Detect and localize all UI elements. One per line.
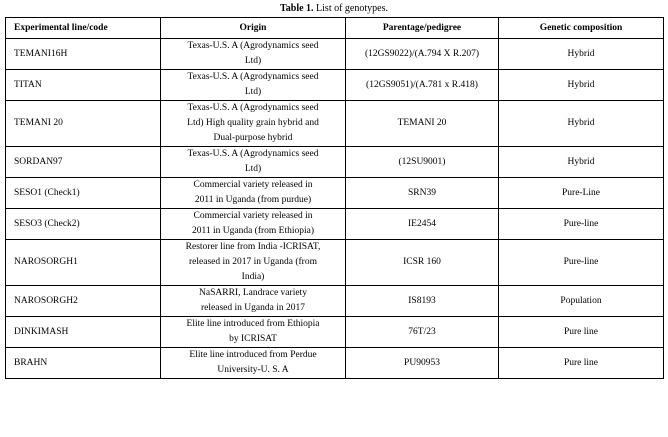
cell-origin-line: Elite line introduced from Ethiopia (186, 319, 320, 329)
table-row (6, 178, 664, 209)
cell-genetic-composition: Pure line (499, 317, 664, 348)
cell-origin (161, 178, 346, 209)
header-experimental-line: Experimental line/code (6, 18, 161, 39)
table-caption-label: Table 1. (280, 3, 314, 14)
genotypes-table (5, 17, 664, 379)
cell-experimental-line: SESO3 (Check2) (6, 209, 161, 240)
cell-genetic-composition: Pure-Line (499, 178, 664, 209)
cell-genetic-composition: Hybrid (499, 39, 664, 70)
cell-origin (161, 317, 346, 348)
cell-genetic-composition: Hybrid (499, 70, 664, 101)
cell-parentage-pedigree: TEMANI 20 (346, 101, 499, 147)
cell-origin (161, 101, 346, 147)
cell-origin-line: Commercial variety released in (193, 180, 313, 190)
cell-origin (161, 70, 346, 101)
cell-genetic-composition: Pure line (499, 348, 664, 379)
cell-origin (161, 286, 346, 317)
cell-parentage-pedigree: (12SU9001) (346, 147, 499, 178)
table-row (6, 147, 664, 178)
header-genetic-composition: Genetic composition (499, 18, 664, 39)
cell-origin-line: Ltd) High quality grain hybrid and (187, 118, 319, 128)
cell-origin (161, 209, 346, 240)
cell-origin-line: Restorer line from India -ICRISAT, (185, 242, 321, 252)
table-row (6, 101, 664, 147)
cell-origin-line: NaSARRI, Landrace variety (199, 288, 307, 298)
cell-origin-line: India) (241, 272, 265, 282)
header-origin: Origin (161, 18, 346, 39)
cell-origin-line: Texas-U.S. A (Agrodynamics seed (187, 149, 319, 159)
table-caption-text: List of genotypes. (313, 3, 388, 14)
cell-experimental-line: TITAN (6, 70, 161, 101)
cell-origin-line: Dual-purpose hybrid (213, 133, 293, 143)
cell-experimental-line: SESO1 (Check1) (6, 178, 161, 209)
header-parentage-pedigree: Parentage/pedigree (346, 18, 499, 39)
cell-origin (161, 348, 346, 379)
cell-genetic-composition: Pure-line (499, 240, 664, 286)
cell-origin-line: by ICRISAT (229, 334, 277, 344)
cell-origin-line: released in 2017 in Uganda (from (189, 257, 317, 267)
cell-parentage-pedigree: IE2454 (346, 209, 499, 240)
table-caption (0, 0, 668, 17)
cell-origin-line: Elite line introduced from Perdue (189, 350, 317, 360)
table-row (6, 70, 664, 101)
cell-origin-line: 2011 in Uganda (from purdue) (194, 195, 312, 205)
cell-genetic-composition: Hybrid (499, 101, 664, 147)
cell-origin-line: Texas-U.S. A (Agrodynamics seed (187, 103, 319, 113)
cell-origin-line: Ltd) (244, 164, 262, 174)
cell-experimental-line: NAROSORGH2 (6, 286, 161, 317)
cell-genetic-composition: Population (499, 286, 664, 317)
cell-experimental-line: NAROSORGH1 (6, 240, 161, 286)
cell-experimental-line: SORDAN97 (6, 147, 161, 178)
cell-origin-line: Commercial variety released in (193, 211, 313, 221)
table-row (6, 286, 664, 317)
cell-parentage-pedigree: ICSR 160 (346, 240, 499, 286)
cell-parentage-pedigree: PU90953 (346, 348, 499, 379)
cell-parentage-pedigree: IS8193 (346, 286, 499, 317)
cell-parentage-pedigree: 76T/23 (346, 317, 499, 348)
table-row (6, 39, 664, 70)
table-row (6, 317, 664, 348)
table-row (6, 240, 664, 286)
cell-origin-line: Ltd) (244, 56, 262, 66)
cell-experimental-line: DINKIMASH (6, 317, 161, 348)
cell-origin-line: Ltd) (244, 87, 262, 97)
cell-genetic-composition: Hybrid (499, 147, 664, 178)
cell-parentage-pedigree: (12GS9051)/(A.781 x R.418) (346, 70, 499, 101)
table-body (6, 39, 664, 379)
cell-origin (161, 240, 346, 286)
cell-origin (161, 147, 346, 178)
table-row (6, 348, 664, 379)
cell-parentage-pedigree: SRN39 (346, 178, 499, 209)
cell-experimental-line: BRAHN (6, 348, 161, 379)
cell-parentage-pedigree: (12GS9022)/(A.794 X R.207) (346, 39, 499, 70)
cell-origin-line: University-U. S. A (217, 365, 289, 375)
cell-experimental-line: TEMANI16H (6, 39, 161, 70)
table-row (6, 209, 664, 240)
cell-origin (161, 39, 346, 70)
cell-genetic-composition: Pure-line (499, 209, 664, 240)
cell-origin-line: 2011 in Uganda (from Ethiopia) (191, 226, 315, 236)
cell-experimental-line: TEMANI 20 (6, 101, 161, 147)
table-header-row (6, 18, 664, 39)
cell-origin-line: released in Uganda in 2017 (201, 303, 305, 313)
cell-origin-line: Texas-U.S. A (Agrodynamics seed (187, 41, 319, 51)
cell-origin-line: Texas-U.S. A (Agrodynamics seed (187, 72, 319, 82)
